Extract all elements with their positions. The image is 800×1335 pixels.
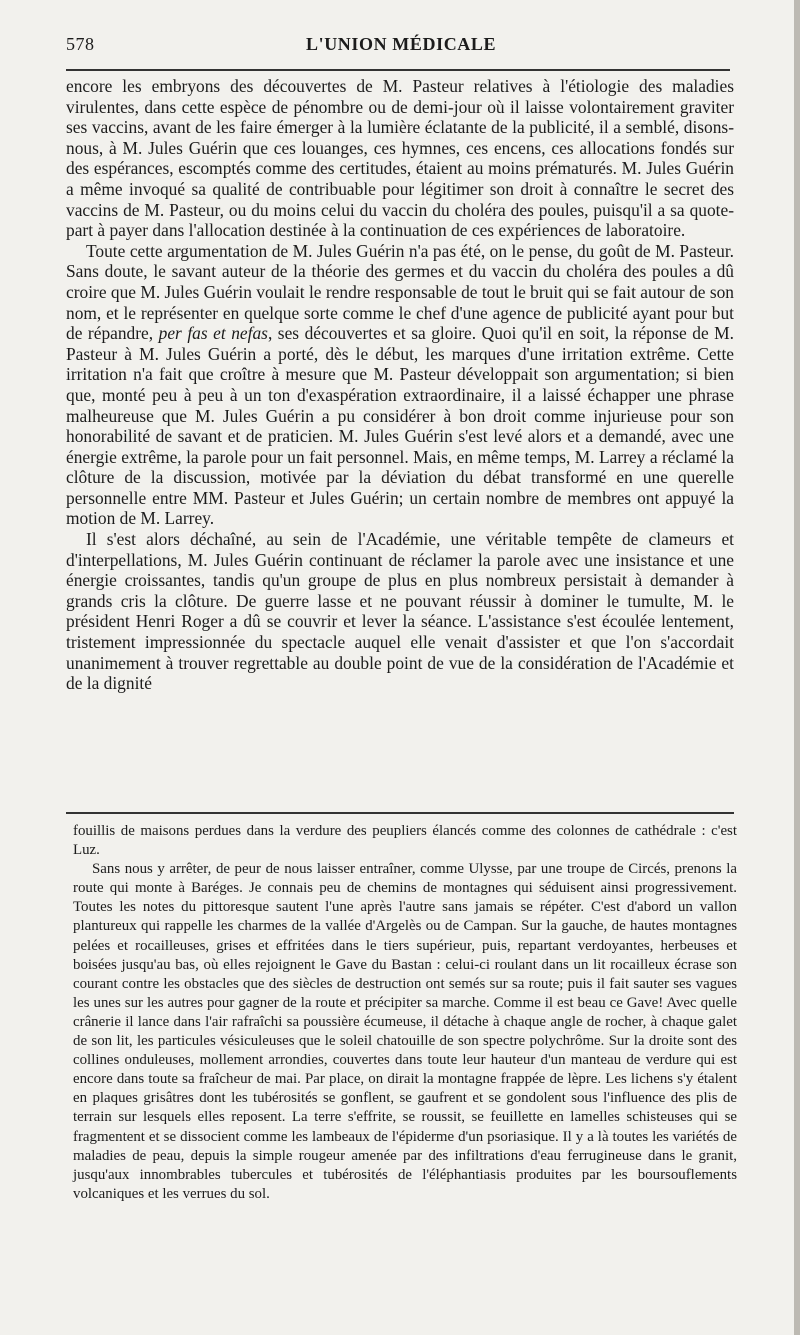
article-paragraph-2-start: Toute cette argumentation de M. Jules Guérin n'a pas été, on le pense, du goût de M. Pasteur. Sans doute, le savant auteur de la théorie des germes et du vaccin du choléra des poules a dû croire que M. Jules Guérin voulait le rendre responsable de tout le bruit qui se fait autour de son nom, et le représenter en quelque sorte comme le chef d'une agence de publicité ayant pour but de répandre, bbox=[66, 240, 734, 344]
feuilleton-paragraph-2: Sans nous y arrêter, de peur de nous laisser entraîner, comme Ulysse, par une troupe de Circés, prenons la route qui monte à Baréges. Je connais peu de chemins de montagnes qui séduisent ainsi progressivement. Toutes les notes du pittoresque sautent l'une après l'autre sans jamais se répéter. C'est d'abord un vallon plantureux qui rappelle les charmes de la vallée d'Argelès ou de Campan. Sur la gauche, de hautes montagnes pelées et rocailleuses, grises et effritées dans le tiers supérieur, puis, repartant verdoyantes, herbeuses et boisées jusqu'au bas, où elles rejoignent le Gave du Bastan : celui-ci roulant dans un lit rocailleux écrase son courant contre les obstacles que des siècles de destruction ont semés sur sa route; puis il fait sauter ses vagues les unes sur les autres pour gagner de la route et précipiter sa marche. Comme il est beau ce Gave! Avec quelle crânerie il lance dans l'air rafraîchi sa poussière écumeuse, il détache à chaque angle de rocher, à chaque galet de son lit, les particules vésiculeuses que le soleil chatouille de son spectre polychrôme. Sur la droite sont des collines onduleuses, mollement arrondies, couvertes dans toute leur hauteur d'un manteau de verdure qui est encore dans toute sa fraîcheur de mai. Par place, on dirait la montagne frappée de lèpre. Les lichens s'y étalent en plaques grisâtres dont les tubérosités se gonflent, se gaufrent et se gondolent sous l'influence des plis de terrain sur lesquels elles reposent. La terre s'effrite, se roussit, se feuillette en lamelles schisteuses qui se fragmentent et se dissocient comme les lambeaux de l'épiderme d'un psoriasique. Il y a là toutes les variétés de maladies de peau, depuis la simple rougeur amenée par des infiltrations d'eau ferrugineuse dans le granit, jusqu'aux innombrables tubercules et tubérosités de l'éléphantiasis produites par les boursouflements volcaniques et les verrues du sol. bbox=[73, 861, 737, 1202]
feuilleton-paragraph-1: fouillis de maisons perdues dans la verdure des peupliers élancés comme des colonnes de cathédrale : c'est Luz. bbox=[73, 823, 737, 859]
header-rule bbox=[66, 69, 730, 71]
latin-phrase: per fas et nefas bbox=[158, 323, 268, 344]
feuilleton-body bbox=[73, 822, 737, 1204]
article-paragraph-1: encore les embryons des découvertes de M. Pasteur relatives à l'étiologie des maladies virulentes, dans cette espèce de pénombre ou de demi-jour où il laisse volontairement graviter ses vaccins, avant de les faire émerger à la lumière éclatante de la publicité, il a semblé, disons-nous, à M. Jules Guérin que ces louanges, ces hymnes, ces encens, ces allocations fondés sur des espérances, escomptés comme des certitudes, étaient au moins prématurés. M. Jules Guérin a même invoqué sa qualité de contribuable pour légitimer son droit à connaître le secret des vaccins de M. Pasteur, ou du moins celui du vaccin du choléra des poules, puisqu'il a sa quote-part à payer dans l'allocation destinée à la continuation de ces expériences de laboratoire. bbox=[66, 76, 734, 241]
feuilleton-rule bbox=[66, 812, 734, 814]
journal-title: L'UNION MÉDICALE bbox=[306, 34, 497, 54]
page-number: 578 bbox=[66, 34, 95, 54]
article-body bbox=[66, 76, 734, 694]
article-paragraph-2-end: , ses découvertes et sa gloire. Quoi qu'il en soit, la réponse de M. Pasteur à M. Jules Guérin a porté, dès le début, les marques d'une irritation extrême. Cette irritation n'a fait que croître à mesure que M. Pasteur développait son argumentation; si bien que, monté peu à peu à un ton d'exaspération extraordinaire, il a laissé échapper une phrase malheureuse que M. Jules Guérin a pu considérer à bon droit comme injurieuse pour son honorabilité de savant et de praticien. M. Jules Guérin s'est levé alors et a demandé, avec une énergie extrême, la parole pour un fait personnel. Mais, en même temps, M. Larrey a réclamé la clôture de la discussion, motivée par la déviation du débat transformé en une querelle personnelle entre MM. Pasteur et Jules Guérin; un certain nombre de membres ont appuyé la motion de M. Larrey. bbox=[66, 323, 734, 529]
article-paragraph-2 bbox=[66, 241, 734, 529]
article-paragraph-3: Il s'est alors déchaîné, au sein de l'Académie, une véritable tempête de clameurs et d'interpellations, M. Jules Guérin continuant de réclamer la parole avec une insistance et une énergie croissantes, tandis qu'un groupe de plus en plus nombreux persistait à demander à grands cris la clôture. De guerre lasse et ne pouvant réussir à dominer le tumulte, M. le président Henri Roger a dû se couvrir et lever la séance. L'assistance s'est écoulée lentement, tristement impressionnée du spectacle auquel elle venait d'assister et que l'on s'accordait unanimement à trouver regrettable au double point de vue de la considération de l'Académie et de la dignité bbox=[66, 529, 734, 694]
page-edge-shadow bbox=[794, 0, 800, 1335]
page-header bbox=[66, 28, 730, 62]
